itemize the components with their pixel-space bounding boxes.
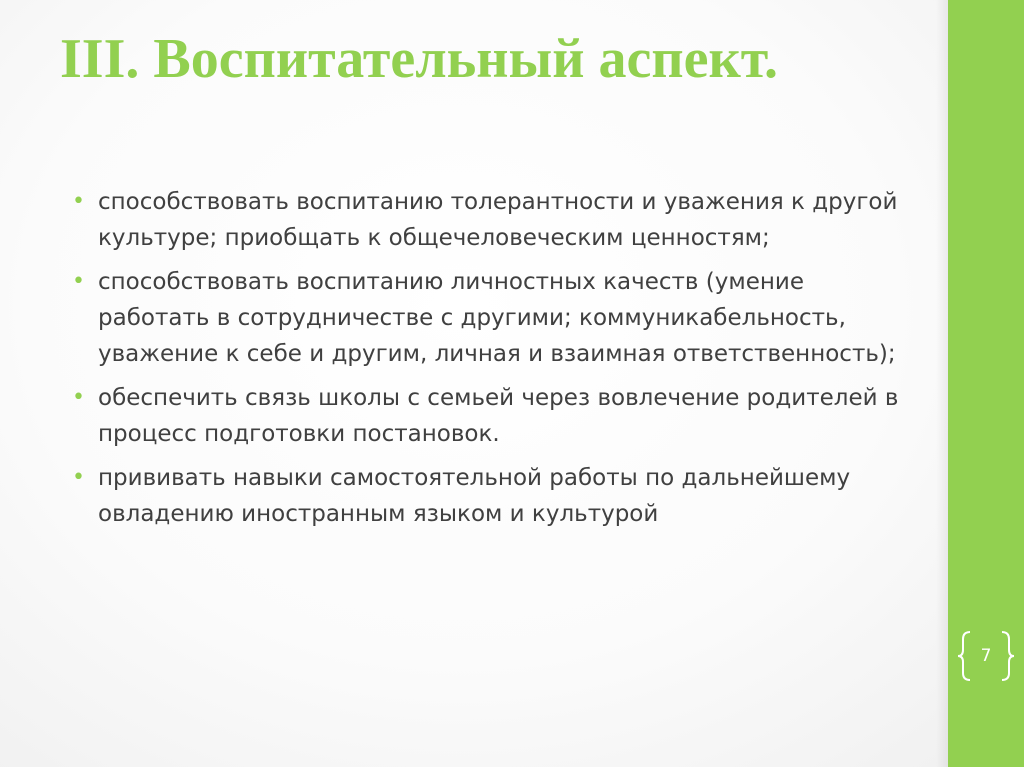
page-number: 7: [980, 646, 992, 666]
bullet-text: способствовать воспитанию личностных качеств (умение работать в сотрудничестве с другими; коммуникабельность, уважение к себе и другим, личная и взаимная ответственность);: [98, 269, 896, 367]
page-number-marker: [956, 628, 1016, 684]
bullet-text: обеспечить связь школы с семьей через вовлечение родителей в процесс подготовки постановок.: [98, 385, 899, 447]
bullet-icon: •: [72, 269, 85, 294]
bullet-list: [72, 184, 912, 540]
bullet-item: [72, 184, 912, 256]
slide-title: III. Воспитательный аспект.: [60, 28, 779, 90]
bullet-item: [72, 460, 912, 532]
bullet-icon: •: [72, 385, 85, 410]
bullet-text: прививать навыки самостоятельной работы по дальнейшему овладению иностранным языком и культурой: [98, 465, 851, 527]
sidebar-shadow: [936, 0, 948, 767]
bullet-icon: •: [72, 465, 85, 490]
bullet-item: [72, 380, 912, 452]
bullet-icon: •: [72, 189, 85, 214]
bullet-text: способствовать воспитанию толерантности и уважения к другой культуре; приобщать к общечеловеческим ценностям;: [98, 189, 898, 251]
bullet-item: [72, 264, 912, 372]
